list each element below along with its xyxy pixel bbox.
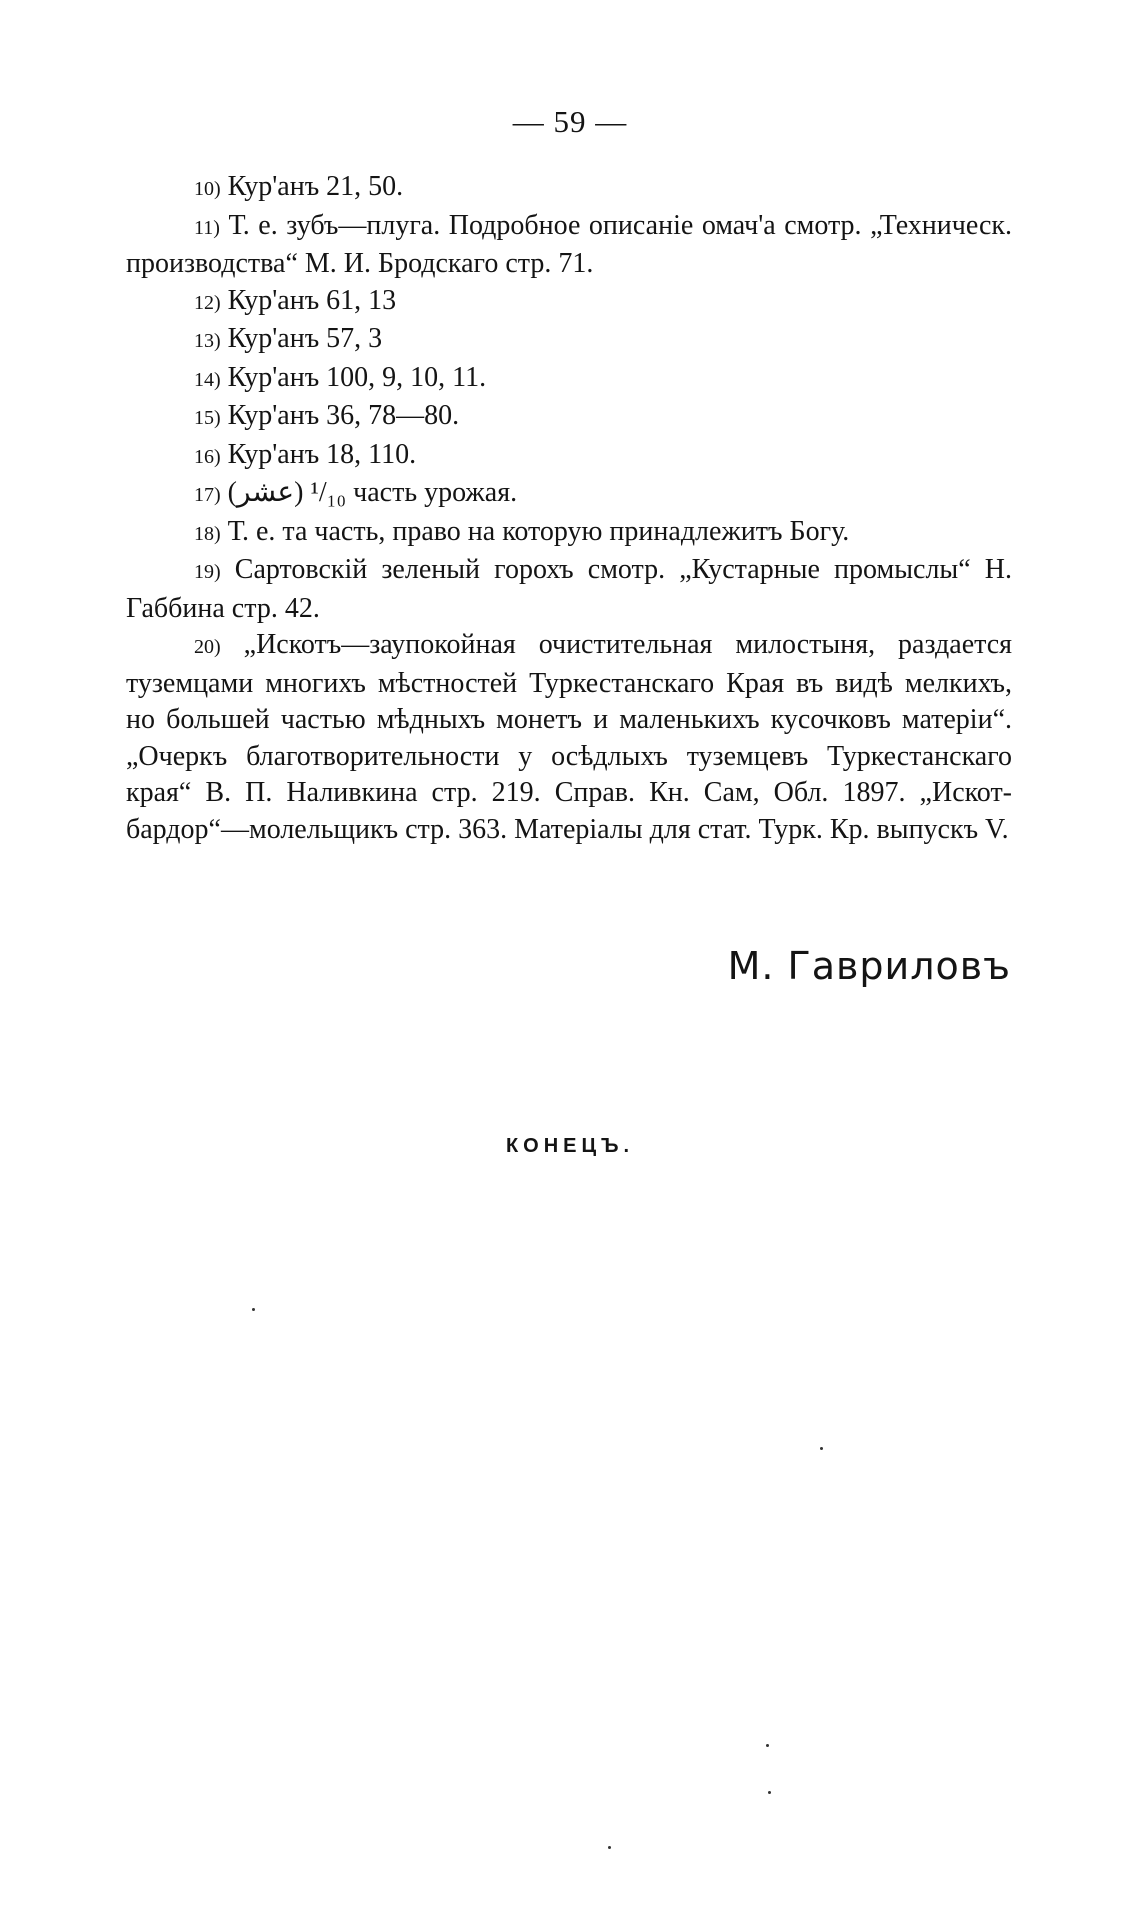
footnote-number: 12) [194,291,221,314]
footnote-text: Т. е. зубъ—плуга. Подробное описаніе омач'а смотр. „Техническ. производства“ М. И. Бродскаго стр. 71. [126,209,1013,279]
footnote-text: (عشر) ¹/₁₀ часть урожая. [227,477,518,508]
footnote-10 [126,169,1012,208]
end-marker: КОНЕЦЪ. [505,1135,635,1157]
footnote-number: 17) [194,484,221,506]
footnote-number: 14) [194,368,221,391]
footnote-number: 16) [194,445,221,468]
footnote-11 [126,208,1012,283]
footnote-text: Кур'анъ 57, 3 [227,323,383,354]
footnote-16 [126,437,1012,476]
footnote-text: Кур'анъ 100, 9, 10, 11. [227,361,487,393]
footnote-14 [126,360,1012,399]
footnote-number: 18) [194,522,221,545]
footnote-13 [126,321,1012,360]
page-number: — 59 — [512,104,628,139]
footnote-text: „Искотъ—заупокойная очистительная милостыня, раздается туземцами многихъ мѣстностей Туркестанскаго Края въ видѣ мелкихъ, но большей частью мѣдныхъ монетъ и маленькихъ кусочковъ матеріи“. „Очеркъ благотворительности у осѣдлыхъ туземцевъ Туркестанскаго края“ В. П. Наливкина стр. 219. Справ. Кн. Сам, Обл. 1897. „Искот-бардор“—молельщикъ стр. 363. Матеріалы для стат. Турк. Кр. выпускъ V. [126,629,1013,845]
footnote-17 [126,475,1012,514]
scan-speck [608,1846,611,1849]
scan-speck [252,1308,255,1311]
footnote-number: 11) [194,216,220,239]
footnotes-list [126,169,1012,848]
scan-speck [820,1447,823,1450]
scan-speck [766,1744,769,1747]
footnote-text: Кур'анъ 21, 50. [227,171,404,202]
footnote-number: 15) [194,407,221,429]
footnote-20 [126,627,1012,848]
footnote-number: 20) [194,636,221,658]
author-signature: М. Гавриловъ [727,944,1011,988]
footnote-15 [126,398,1012,437]
footnote-text: Кур'анъ 36, 78—80. [227,400,460,431]
footnote-text: Кур'анъ 18, 110. [227,438,417,470]
footnote-12 [126,283,1012,322]
footnote-text: Кур'анъ 61, 13 [227,284,397,316]
footnote-19 [126,552,1012,627]
footnote-18 [126,514,1012,553]
footnote-text: Т. е. та часть, право на которую принадлежитъ Богу. [227,515,850,547]
footnote-number: 10) [194,178,221,200]
footnote-number: 13) [194,330,221,352]
scan-speck [768,1791,771,1794]
footnote-number: 19) [194,561,221,583]
footnote-text: Сартовскій зеленый горохъ смотр. „Кустарные промыслы“ Н. Габбина стр. 42. [126,554,1013,624]
